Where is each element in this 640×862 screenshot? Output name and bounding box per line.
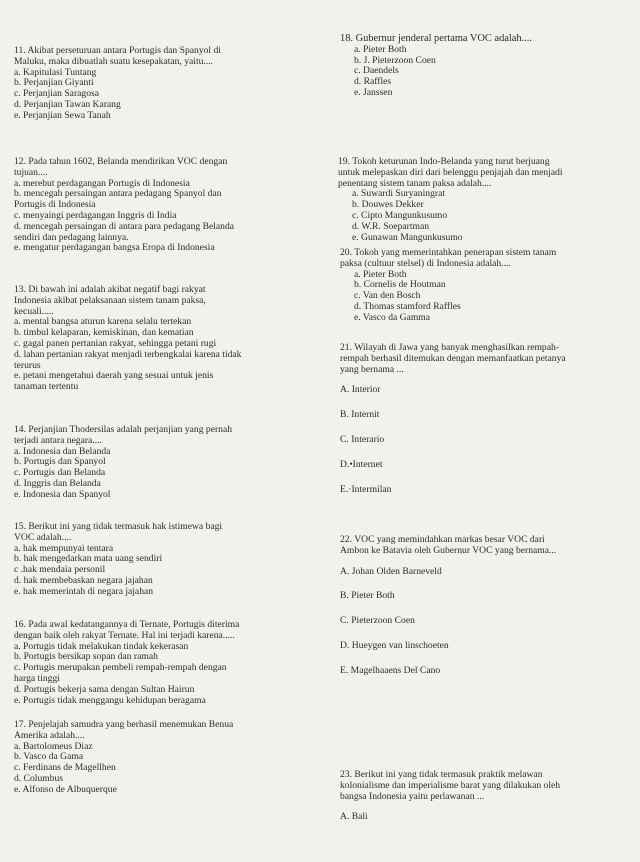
option-a: a. Portugis tidak melakukan tindak kekerasan [14,640,189,652]
question-stem: 11. Akibat perseturuan antara Portugis dan Spanyol di Maluku, maka dibuatlah suatu kesepakatan, yaitu.... [14,45,221,67]
option-b: b. J. Pieterzoon Coen [354,54,436,66]
option-e: e. Portugis tidak menggangu kehidupan beragama [14,694,206,706]
option-b: b. Perjanjian Giyanti [14,77,94,89]
option-c: c. Daendels [354,65,399,77]
option-e: e. Perjanjian Sewa Tanah [14,109,111,121]
option-d: D.•Internet [340,458,383,470]
question-20 [340,248,556,324]
question-stem: 13. Di bawah ini adalah akibat negatif bagi rakyat Indonesia akibat pelaksanaan sistem tanam paksa, kecuali..... [14,284,206,317]
option-a: a. merebut perdagangan Portugis di Indonesia [14,177,190,189]
option-c: c. Van den Bosch [354,290,421,302]
option-c: C. Interario [340,433,385,445]
option-a: a. Pieter Both [354,268,407,280]
option-c: c. gagal panen pertanian rakyat, sehingga petani rugi [14,337,217,349]
option-b: B. Pieter Both [340,590,395,602]
question-21 [340,343,566,495]
option-c: c. Perjanjian Saragosa [14,88,99,100]
option-list [340,385,566,495]
option-a: a. Pieter Both [354,43,407,55]
option-c: c .hak mendaia personil [14,564,106,576]
option-d: d. Inggris dan Belanda [14,477,101,489]
option-c: c. Cipto Mangunkusumo [352,209,448,221]
option-b: b. hak mengedarkan mata uang sendiri [14,553,163,565]
question-17 [14,720,233,796]
option-d: D. Hueygen van linschoeten [340,639,449,651]
question-stem: 20. Tokoh yang memerintahkan penerapan sistem tanam paksa (cultuur stelsel) di Indonesia adalah.... [340,247,557,269]
option-a: a. mental bangsa aturun karena selalu tertekan [14,316,192,328]
option-d: d. Raffles [354,76,392,88]
option-b: b. timbul kelaparan, kemiskinan, dan kematian [14,327,194,339]
question-stem: 15. Berikut ini yang tidak termasuk hak istimewa bagi VOC adalah.... [14,521,223,543]
option-list [340,567,556,677]
option-d: d. Thomas stamford Raffles [354,300,461,312]
option-e: e. Indonesia dan Spanyol [14,488,111,500]
option-a: A. Johan Olden Barneveld [340,565,442,577]
option-e: e. mengatur perdagangan bangsa Eropa di Indonesia [14,242,215,254]
option-c: c. Portugis dan Belanda [14,467,106,479]
question-12 [14,157,234,254]
question-stem: 16. Pada awal kedatangannya di Ternate, Portugis diterima dengan baik oleh rakyat Ternate. Hal ini terjadi karena..... [14,619,240,641]
question-stem: 18. Gubernur jenderal pertama VOC adalah.... [340,33,532,44]
option-e: e. Alfonso de Albuquerque [14,783,117,795]
option-a: a. Suwardi Suryaningrat [352,188,445,200]
option-e: e. hak memerintah di negara jajahan [14,585,154,597]
question-stem: 23. Berikut ini yang tidak termasuk praktik melawan kolonialisme dan imperialisme barat yang dilakukan oleh bangsa Indonesia yaitu perlawanan ... [340,769,561,802]
option-a: a. hak mempunyai tentara [14,542,114,554]
question-19 [338,157,563,243]
option-b: b. Portugis dan Spanyol [14,456,106,468]
question-14 [14,425,232,501]
option-b: b. Vasco da Gama [14,751,84,763]
option-a: a. Indonesia dan Belanda [14,445,111,457]
question-18 [340,34,532,99]
option-e: e. Vasco da Gamma [354,311,431,323]
question-22 [340,535,556,677]
option-list [340,812,560,823]
question-16 [14,620,239,706]
option-b: b. Douwes Dekker [352,199,424,211]
question-15 [14,522,222,598]
question-stem: 14. Perjanjian Thodersilas adalah perjanjian yang pernah terjadi antara negara.... [14,424,233,446]
option-d: d. hak membebaskan negara jajahan [14,574,153,586]
option-d: d. Portugis bekerja sama dengan Sultan Hairun [14,683,195,695]
option-e: e. Gunawan Mangunkusumo [352,231,463,243]
question-stem: 22. VOC yang memindahkan markas besar VOC dari Ambon ke Batavia oleh Gubernur VOC yang bernama... [340,534,557,556]
option-c: C. Pieterzoon Coen [340,615,415,627]
option-b: B. Internit [340,409,380,421]
option-a: a. Kapitulasi Tuntang [14,66,97,78]
option-e: e. Janssen [354,86,393,98]
option-a: a. Bartolomeus Diaz [14,740,93,752]
option-d: d. mencegah persaingan di antara para pedagang Belanda sendiri dan pedagang lainnya. [14,220,235,243]
option-d: d. Perjanjian Tawan Karang [14,98,121,110]
option-e: E.·Intermilan [340,483,392,495]
question-stem: 19. Tokoh keturunan Indo-Belanda yang turut berjuang untuk melepaskan diri dari belenggu penjajah dan menjadi penentang sistem tanam paksa adalah.... [338,156,563,189]
option-b: b. Portugis bersikap sopan dan ramah [14,651,158,663]
question-stem: 17. Penjelajah samudra yang berhasil menemukan Benua Amerika adalah.... [14,719,234,741]
question-stem: 21. Wilayah di Jawa yang banyak menghasilkan rempah- rempah berhasil ditemukan dengan memanfaatkan petanya yang bernama ... [340,342,566,375]
question-stem: 12. Pada tahun 1602, Belanda mendirikan VOC dengan tujuan.... [14,156,228,178]
option-c: c. Portugis merupakan pembeli rempah-rempah dengan harga tinggi [14,662,227,684]
option-d: d. lahan pertanian rakyat menjadi terbengkalai karena tidak terurus [14,348,242,371]
option-a: A. Bali [340,811,368,823]
option-d: d. Columbus [14,772,64,784]
option-e: e. petani mengetahui daerah yang sesuai untuk jenis tanaman tertentu [14,370,214,393]
option-a: A. Interior [340,384,381,396]
question-13 [14,285,241,393]
question-11 [14,46,221,122]
option-c: c. Ferdinans de Magellhen [14,762,116,774]
option-b: b. mencegah persaingan antara pedagang Spanyol dan Portugis di Indonesia [14,188,222,211]
question-23 [340,770,560,823]
option-c: c. menyaingi perdagangan Inggris di India [14,209,177,221]
option-e: E. Magelhaaens Del Cano [340,664,441,676]
option-b: b. Cornelis de Houtman [354,279,446,291]
option-d: d. W.R. Soepartman [352,220,430,232]
